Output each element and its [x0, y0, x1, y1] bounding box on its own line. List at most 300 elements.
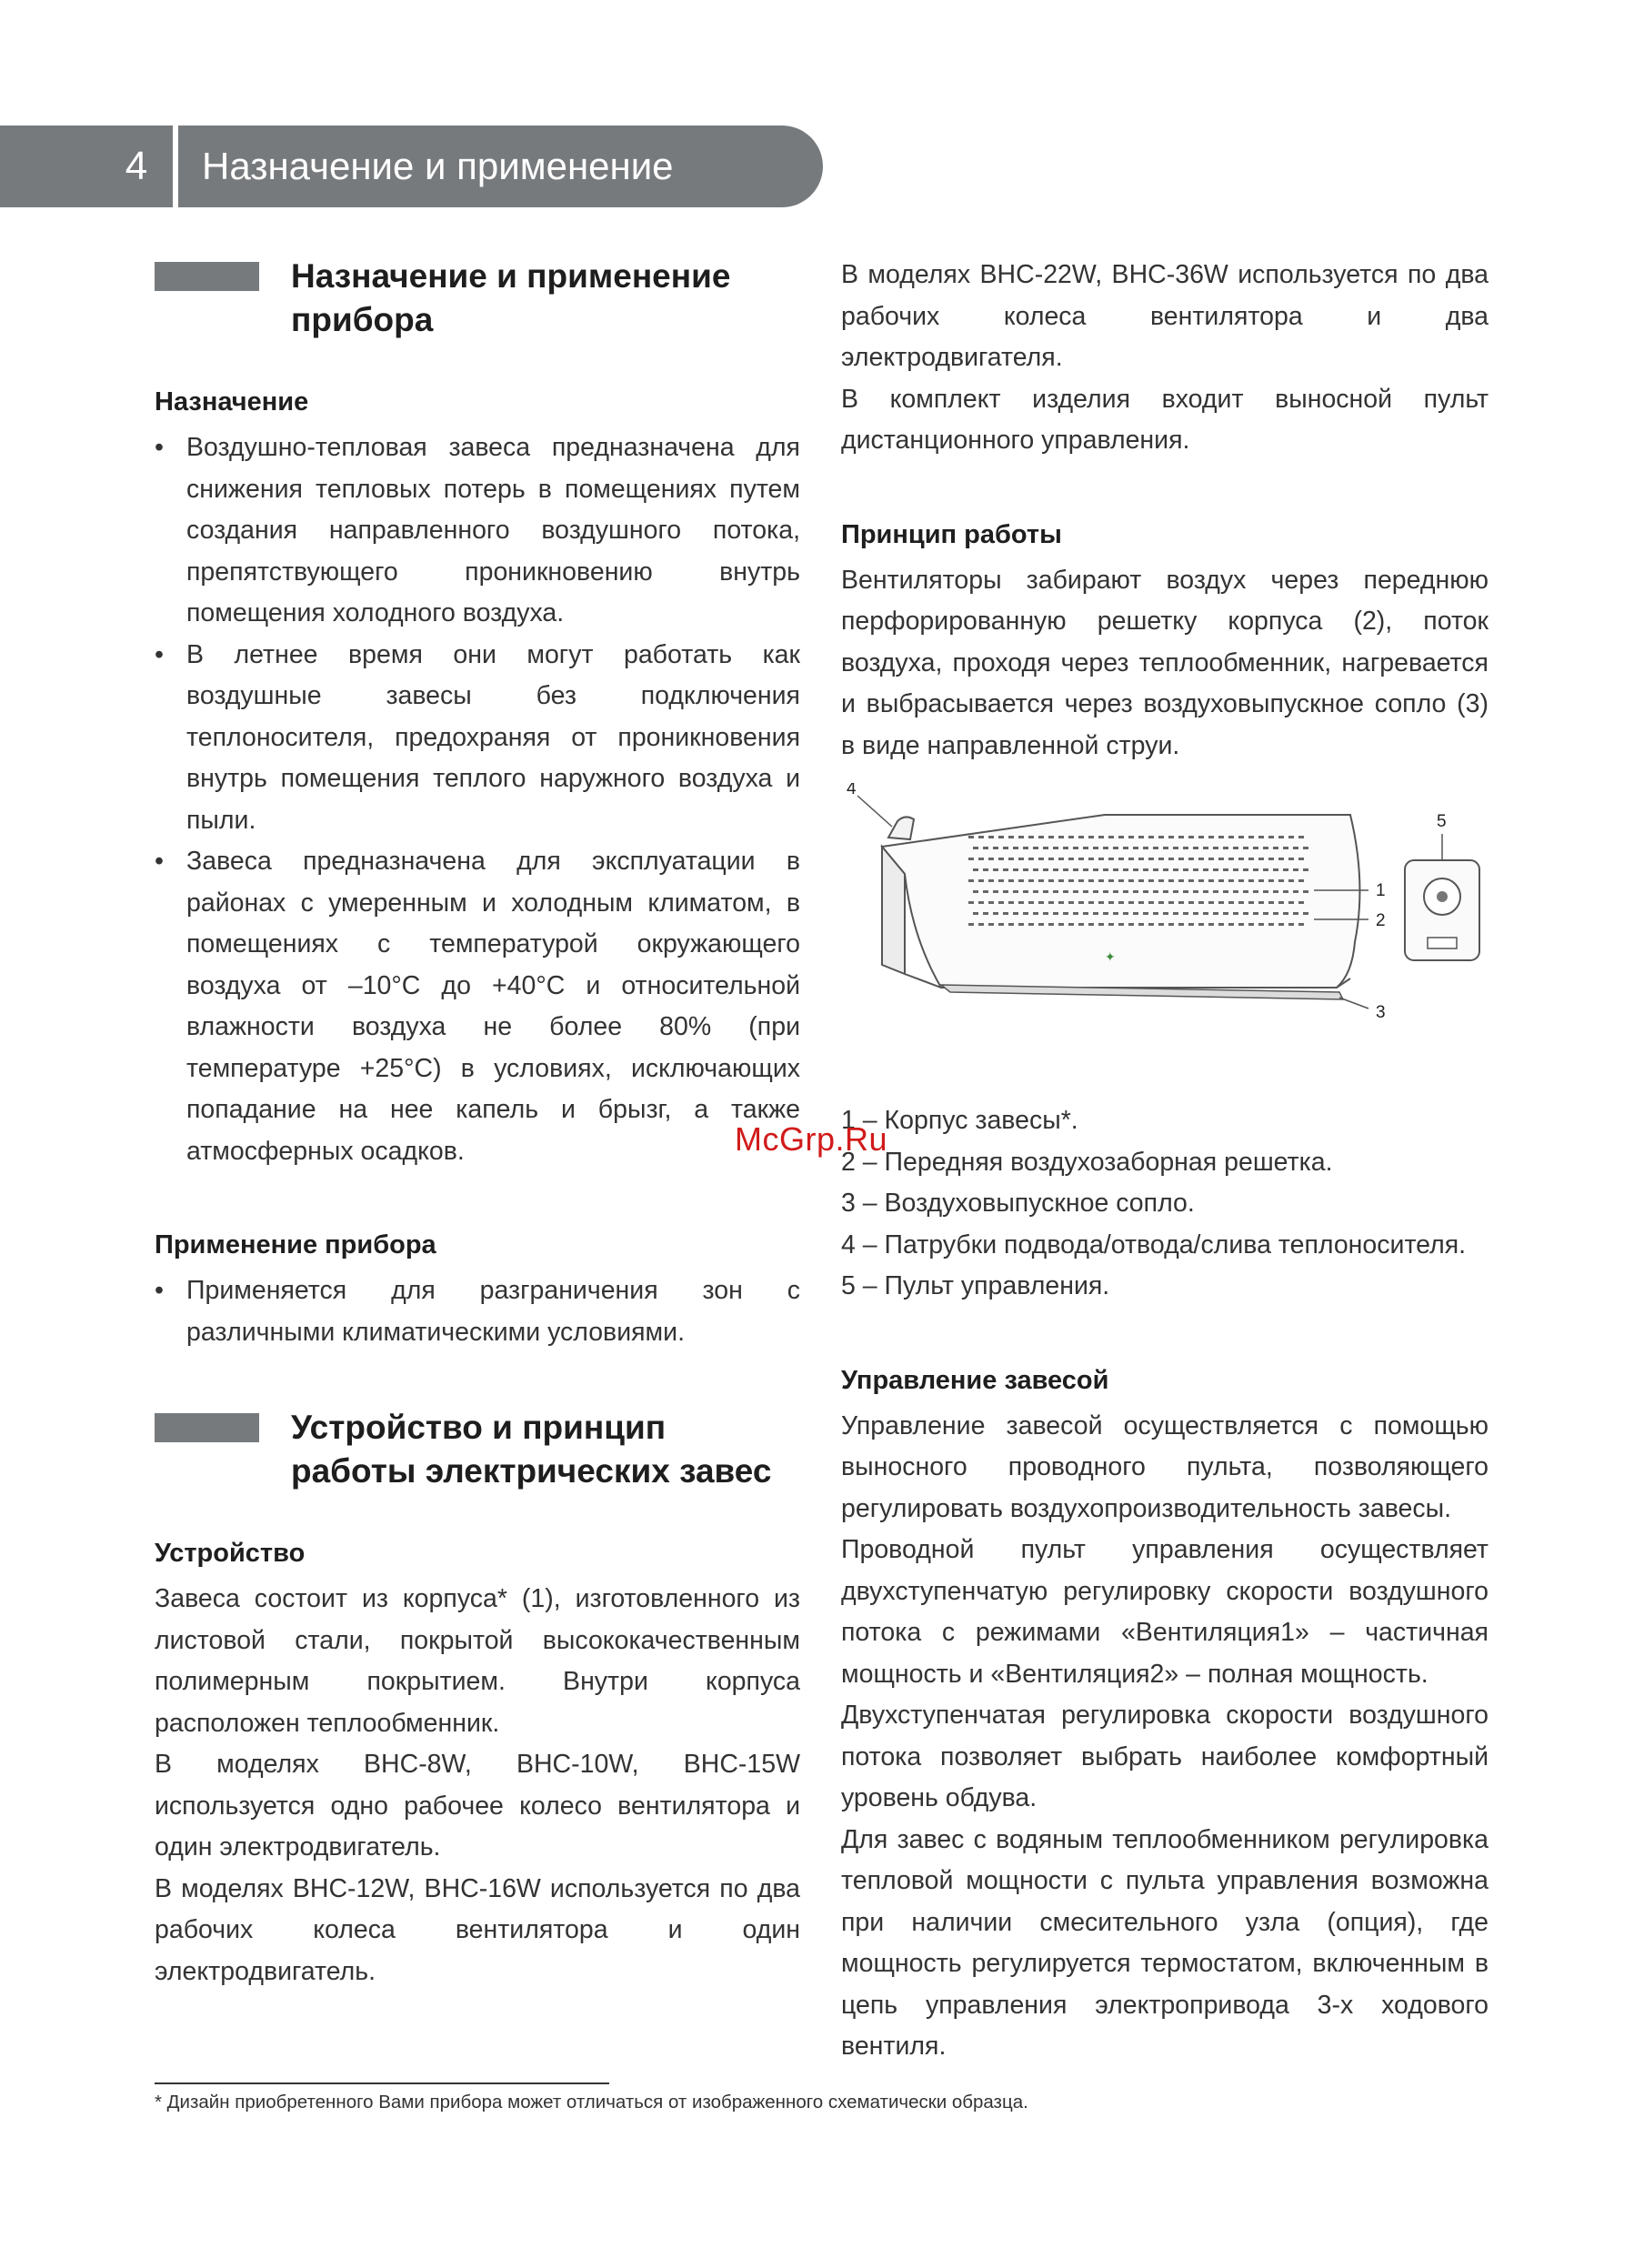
grille-slot — [1133, 847, 1138, 849]
grille-slot — [1163, 912, 1168, 915]
grille-slot — [1228, 879, 1234, 882]
grille-slot — [1063, 868, 1068, 871]
grille-slot — [1048, 879, 1054, 882]
grille-slot — [1153, 912, 1158, 915]
remote-dial-center — [1437, 891, 1448, 902]
grille-slot — [1118, 836, 1124, 838]
grille-slot — [1158, 879, 1164, 882]
section-title: Назначение и применение — [202, 145, 674, 187]
grille-slot — [1233, 868, 1238, 871]
grille-slot — [1283, 890, 1288, 893]
grille-slot — [1143, 868, 1148, 871]
grille-slot — [1013, 868, 1018, 871]
paragraph: В моделях BHC-22W, BHC-36W используется по два рабочих колеса вентилятора и два электродвигателя. — [841, 260, 1489, 372]
callout-label: 4 — [847, 783, 857, 798]
grille-slot — [983, 912, 988, 915]
grille-slot — [1293, 868, 1298, 871]
grille-slot — [1138, 923, 1144, 926]
grille-slot — [1108, 858, 1114, 860]
grille-slot — [1158, 858, 1164, 860]
grille-slot — [1248, 836, 1254, 838]
left-column — [155, 255, 800, 1992]
paragraph: Вентиляторы забирают воздух через переднюю перфорированную решетку корпуса (2), поток воздуха, проходя через теплообменник, нагревается и выбрасывается через воздуховыпускное сопло (3) в виде направленной струи. — [841, 565, 1489, 760]
grille-slot — [1198, 923, 1204, 926]
grille-slot — [1143, 890, 1148, 893]
grille-slot — [1068, 858, 1074, 860]
grille-slot — [1078, 836, 1084, 838]
grille-slot — [968, 923, 974, 926]
grille-slot — [1018, 901, 1024, 904]
grille-slot — [1243, 847, 1248, 849]
grille-slot — [1198, 901, 1204, 904]
grille-slot — [1288, 836, 1294, 838]
grille-slot — [1153, 847, 1158, 849]
grille-slot — [1278, 901, 1284, 904]
grille-slot — [1193, 890, 1198, 893]
grille-slot — [1218, 901, 1224, 904]
grille-slot — [1083, 890, 1088, 893]
grille-slot — [1098, 836, 1104, 838]
grille-slot — [1028, 879, 1034, 882]
legend-item: 5 – Пульт управления. — [841, 1271, 1110, 1300]
grille-slot — [1053, 868, 1058, 871]
grille-slot — [1088, 879, 1094, 882]
grille-slot — [1243, 912, 1248, 915]
grille-slot — [1033, 912, 1038, 915]
grille-slot — [1073, 912, 1078, 915]
grille-slot — [973, 868, 978, 871]
grille-slot — [1048, 836, 1054, 838]
primenenie-list — [155, 1270, 800, 1353]
grille-slot — [1043, 868, 1048, 871]
grille-slot — [1198, 836, 1204, 838]
grille-slot — [1078, 901, 1084, 904]
heading-line: работы электрических завес — [291, 1452, 772, 1490]
grille-slot — [1248, 901, 1254, 904]
grille-slot — [1078, 923, 1084, 926]
grille-slot — [1098, 923, 1104, 926]
grille-slot — [1068, 923, 1074, 926]
grille-slot — [1168, 858, 1174, 860]
grille-slot — [998, 858, 1004, 860]
grille-slot — [1088, 836, 1094, 838]
grille-slot — [1218, 858, 1224, 860]
grille-slot — [1003, 847, 1008, 849]
grille-slot — [1288, 879, 1294, 882]
grille-slot — [1208, 901, 1214, 904]
paragraph: В моделях BHC-12W, BHC-16W используется по два рабочих колеса вентилятора и один электродвигатель. — [155, 1873, 800, 1986]
grille-slot — [1058, 901, 1064, 904]
grille-slot — [1028, 836, 1034, 838]
grille-slot — [1188, 923, 1194, 926]
grille-slot — [1288, 901, 1294, 904]
grille-slot — [1223, 868, 1228, 871]
grille-slot — [1108, 923, 1114, 926]
grille-slot — [1193, 847, 1198, 849]
grille-slot — [1263, 847, 1268, 849]
grille-slot — [1023, 868, 1028, 871]
grille-slot — [1088, 858, 1094, 860]
grille-slot — [1148, 901, 1154, 904]
grille-slot — [978, 836, 984, 838]
grille-slot — [968, 879, 974, 882]
grille-slot — [1238, 858, 1244, 860]
naznachenie-list — [155, 427, 800, 1172]
subheading-princip: Принцип работы — [841, 519, 1062, 549]
grille-slot — [1258, 879, 1264, 882]
grille-slot — [1273, 912, 1278, 915]
heading-line: Устройство и принцип — [291, 1409, 667, 1446]
grille-slot — [1018, 923, 1024, 926]
grille-slot — [1088, 901, 1094, 904]
grille-slot — [1253, 890, 1258, 893]
grille-slot — [1138, 836, 1144, 838]
grille-slot — [1158, 923, 1164, 926]
pipe-shape — [888, 817, 914, 839]
grille-slot — [988, 923, 994, 926]
grille-slot — [1158, 901, 1164, 904]
grille-slot — [1253, 868, 1258, 871]
grille-slot — [1043, 847, 1048, 849]
grille-slot — [1158, 836, 1164, 838]
grille-slot — [1143, 912, 1148, 915]
grille-slot — [1148, 836, 1154, 838]
callout-line-3 — [1339, 998, 1368, 1009]
paragraph: В моделях BHC-8W, BHC-10W, BHC-15W используется одно рабочее колесо вентилятора и один электродвигатель. — [155, 1750, 800, 1862]
grille-slot — [1223, 912, 1228, 915]
grille-slot — [1203, 868, 1208, 871]
grille-slot — [993, 847, 998, 849]
grille-slot — [1248, 923, 1254, 926]
grille-slot — [1178, 923, 1184, 926]
grille-slot — [973, 912, 978, 915]
legend-item: 3 – Воздуховыпускное сопло. — [841, 1189, 1195, 1218]
grille-slot — [1258, 836, 1264, 838]
grille-slot — [1268, 858, 1274, 860]
grille-slot — [1223, 847, 1228, 849]
grille-slot — [1268, 923, 1274, 926]
subheading-upravlenie: Управление завесой — [841, 1365, 1109, 1395]
grille-slot — [1113, 868, 1118, 871]
grille-slot — [1028, 923, 1034, 926]
grille-slot — [1048, 923, 1054, 926]
grille-slot — [1213, 890, 1218, 893]
grille-slot — [1018, 879, 1024, 882]
grille-slot — [1178, 858, 1184, 860]
callout-line-4 — [857, 796, 892, 827]
grille-slot — [1068, 879, 1074, 882]
grille-slot — [1118, 858, 1124, 860]
grille-slot — [1273, 847, 1278, 849]
grille-slot — [1178, 901, 1184, 904]
subheading-naznachenie: Назначение — [155, 387, 309, 416]
grille-slot — [1203, 890, 1208, 893]
grille-slot — [1273, 890, 1278, 893]
grille-slot — [1073, 847, 1078, 849]
grille-slot — [1178, 836, 1184, 838]
grille-slot — [1123, 912, 1128, 915]
grille-slot — [1228, 858, 1234, 860]
grille-slot — [1133, 890, 1138, 893]
grille-slot — [1093, 912, 1098, 915]
grille-slot — [1053, 912, 1058, 915]
grille-slot — [1118, 923, 1124, 926]
heading-line: прибора — [291, 301, 434, 338]
paragraph: Управление завесой осуществляется с помощью выносного проводного пульта, позволяющего регулировать воздухопроизводительность завесы. — [841, 1410, 1489, 1523]
grille-slot — [1258, 858, 1264, 860]
grille-slot — [1268, 836, 1274, 838]
grille-slot — [1178, 879, 1184, 882]
grille-slot — [1118, 879, 1124, 882]
footnote-rule — [155, 2082, 609, 2084]
grille-slot — [1298, 923, 1304, 926]
grille-slot — [988, 858, 994, 860]
grille-slot — [1058, 836, 1064, 838]
grille-slot — [1148, 879, 1154, 882]
grille-slot — [1108, 901, 1114, 904]
grille-slot — [1033, 868, 1038, 871]
grille-slot — [1123, 890, 1128, 893]
grille-slot — [998, 879, 1004, 882]
grille-slot — [1008, 879, 1014, 882]
grille-slot — [1188, 901, 1194, 904]
grille-slot — [1193, 868, 1198, 871]
grille-slot — [988, 901, 994, 904]
grille-slot — [1283, 912, 1288, 915]
grille-slot — [1053, 847, 1058, 849]
grille-slot — [1073, 890, 1078, 893]
brand-logo-mark: ✦ — [1105, 949, 1116, 964]
grille-slot — [1243, 868, 1248, 871]
grille-slot — [1043, 912, 1048, 915]
grille-slot — [1228, 923, 1234, 926]
grille-slot — [1198, 879, 1204, 882]
grille-slot — [1213, 912, 1218, 915]
grille-slot — [1068, 901, 1074, 904]
paragraph: В комплект изделия входит выносной пульт дистанционного управления. — [841, 384, 1489, 455]
grille-slot — [1143, 847, 1148, 849]
grille-slot — [1153, 868, 1158, 871]
grille-slot — [1203, 912, 1208, 915]
grille-slot — [1223, 890, 1228, 893]
grille-slot — [1048, 858, 1054, 860]
grille-slot — [1123, 868, 1128, 871]
grille-slot — [1013, 847, 1018, 849]
grille-slot — [1048, 901, 1054, 904]
list-item: • Применяется для разграничения зон с различными климатическими условиями. — [155, 1270, 800, 1353]
page-number: 4 — [125, 144, 148, 188]
footnote: * Дизайн приобретенного Вами прибора может отличаться от изображенного схематически образца. — [155, 2092, 1028, 2112]
heading-line: Назначение и применение — [291, 257, 731, 295]
grille-slot — [1198, 858, 1204, 860]
heading-marker — [155, 1413, 259, 1442]
grille-slot — [1218, 836, 1224, 838]
grille-slot — [1083, 912, 1088, 915]
grille-slot — [1043, 890, 1048, 893]
grille-slot — [1058, 923, 1064, 926]
callout-label: 1 — [1376, 881, 1386, 900]
grille-slot — [1248, 858, 1254, 860]
grille-slot — [1263, 890, 1268, 893]
grille-slot — [1018, 858, 1024, 860]
grille-slot — [1168, 923, 1174, 926]
grille-slot — [1278, 923, 1284, 926]
right-column — [841, 255, 1489, 2068]
grille-slot — [1108, 836, 1114, 838]
grille-slot — [1173, 847, 1178, 849]
grille-slot — [978, 923, 984, 926]
grille-slot — [1298, 879, 1304, 882]
grille-slot — [1023, 890, 1028, 893]
grille-slot — [1008, 836, 1014, 838]
callout-label: 5 — [1437, 812, 1447, 831]
header-separator — [173, 125, 178, 207]
legend-item: 2 – Передняя воздухозаборная решетка. — [841, 1147, 1333, 1177]
grille-slot — [1033, 847, 1038, 849]
grille-slot — [1023, 912, 1028, 915]
grille-slot — [968, 901, 974, 904]
grille-slot — [1213, 868, 1218, 871]
grille-slot — [1063, 912, 1068, 915]
grille-slot — [1193, 912, 1198, 915]
grille-slot — [1113, 912, 1118, 915]
grille-slot — [1073, 868, 1078, 871]
grille-slot — [978, 858, 984, 860]
grille-slot — [1013, 890, 1018, 893]
grille-slot — [1278, 858, 1284, 860]
grille-slot — [1263, 912, 1268, 915]
grille-slot — [1268, 901, 1274, 904]
air-curtain-figure — [841, 783, 1489, 1088]
list-item: • Завеса предназначена для эксплуатации в районах с умеренным и холодным климатом, в помещениях с температурой окружающего воздуха от –10°C до +40°C и относительной влажности воздуха не более 80% (при температуре +25°C) в условиях, исключающих попадание на нее капель и брызг, а также атмосферных осадков. — [155, 841, 800, 1172]
grille-slot — [1108, 879, 1114, 882]
grille-slot — [978, 901, 984, 904]
grille-slot — [1098, 858, 1104, 860]
grille-slot — [978, 879, 984, 882]
grille-slot — [1263, 868, 1268, 871]
grille-slot — [1083, 868, 1088, 871]
subheading-primenenie: Применение прибора — [155, 1230, 436, 1259]
grille-slot — [1133, 868, 1138, 871]
grille-slot — [1183, 868, 1188, 871]
heading-purpose — [155, 255, 800, 342]
paragraph: Двухступенчатая регулировка скорости воздушного потока позволяет выбрать наиболее комфортный уровень обдува. — [841, 1701, 1489, 1812]
grille-slot — [983, 868, 988, 871]
grille-slot — [1113, 847, 1118, 849]
grille-slot — [1288, 923, 1294, 926]
grille-slot — [1028, 901, 1034, 904]
grille-slot — [1023, 847, 1028, 849]
grille-slot — [1248, 879, 1254, 882]
list-item: • Воздушно-тепловая завеса предназначена для снижения тепловых потерь в помещениях путем создания направленного воздушного потока, препятствующего проникновению внутрь помещения холодного воздуха. — [155, 427, 800, 635]
grille-slot — [1243, 890, 1248, 893]
grille-slot — [1088, 923, 1094, 926]
grille-slot — [1163, 890, 1168, 893]
grille-slot — [1173, 890, 1178, 893]
grille-slot — [1103, 890, 1108, 893]
grille-slot — [1258, 901, 1264, 904]
grille-slot — [988, 879, 994, 882]
grille-slot — [1063, 890, 1068, 893]
grille-slot — [1003, 912, 1008, 915]
grille-slot — [1293, 847, 1298, 849]
grille-slot — [1258, 923, 1264, 926]
heading-marker — [155, 262, 259, 291]
grille-slot — [1118, 901, 1124, 904]
grille-slot — [1233, 912, 1238, 915]
grille-slot — [1128, 923, 1134, 926]
grille-slot — [1183, 847, 1188, 849]
grille-slot — [998, 836, 1004, 838]
grille-slot — [1173, 868, 1178, 871]
grille-slot — [1253, 847, 1258, 849]
grille-slot — [1138, 858, 1144, 860]
legend-item: 1 – Корпус завесы*. — [841, 1106, 1078, 1135]
grille-slot — [1303, 868, 1308, 871]
grille-slot — [1133, 912, 1138, 915]
grille-slot — [1038, 836, 1044, 838]
grille-slot — [993, 912, 998, 915]
grille-slot — [1303, 847, 1308, 849]
grille-slot — [1128, 879, 1134, 882]
grille-slot — [1203, 847, 1208, 849]
paragraph: Проводной пульт управления осуществляет двухступенчатую регулировку скорости воздушного потока с режимами «Вентиляция1» – частичная мощность и «Вентиляция2» – полная мощность. — [841, 1535, 1489, 1689]
subheading-ustroystvo: Устройство — [155, 1539, 306, 1568]
grille-slot — [1038, 858, 1044, 860]
grille-slot — [1003, 890, 1008, 893]
grille-slot — [1008, 858, 1014, 860]
grille-slot — [1038, 901, 1044, 904]
grille-slot — [1138, 901, 1144, 904]
grille-slot — [1168, 836, 1174, 838]
callout-label: 2 — [1376, 911, 1386, 930]
grille-slot — [1298, 858, 1304, 860]
grille-slot — [1058, 879, 1064, 882]
grille-slot — [1053, 890, 1058, 893]
grille-slot — [998, 901, 1004, 904]
figure-legend — [841, 1100, 1489, 1308]
grille-slot — [1103, 912, 1108, 915]
grille-slot — [1188, 858, 1194, 860]
grille-slot — [983, 890, 988, 893]
grille-slot — [1063, 847, 1068, 849]
grille-slot — [1298, 836, 1304, 838]
list-item: • В летнее время они могут работать как воздушные завесы без подключения теплоносителя, предохраняя от проникновения внутрь помещения теплого наружного воздуха и пыли. — [155, 635, 800, 842]
grille-slot — [1013, 912, 1018, 915]
grille-slot — [973, 847, 978, 849]
grille-slot — [1093, 868, 1098, 871]
grille-slot — [1128, 858, 1134, 860]
grille-slot — [1188, 836, 1194, 838]
grille-slot — [1228, 901, 1234, 904]
grille-slot — [1068, 836, 1074, 838]
grille-slot — [1218, 879, 1224, 882]
grille-slot — [1208, 858, 1214, 860]
grille-slot — [1293, 890, 1298, 893]
grille-slot — [993, 890, 998, 893]
grille-slot — [1238, 836, 1244, 838]
grille-slot — [1303, 890, 1308, 893]
grille-slot — [1113, 890, 1118, 893]
paragraph: Завеса состоит из корпуса* (1), изготовленного из листовой стали, покрытой высококачественным полимерным покрытием. Внутри корпуса расположен теплообменник. — [155, 1584, 800, 1738]
grille-slot — [1018, 836, 1024, 838]
grille-slot — [1253, 912, 1258, 915]
grille-slot — [1168, 879, 1174, 882]
grille-slot — [1218, 923, 1224, 926]
grille-slot — [1033, 890, 1038, 893]
grille-slot — [1228, 836, 1234, 838]
grille-slot — [1278, 836, 1284, 838]
